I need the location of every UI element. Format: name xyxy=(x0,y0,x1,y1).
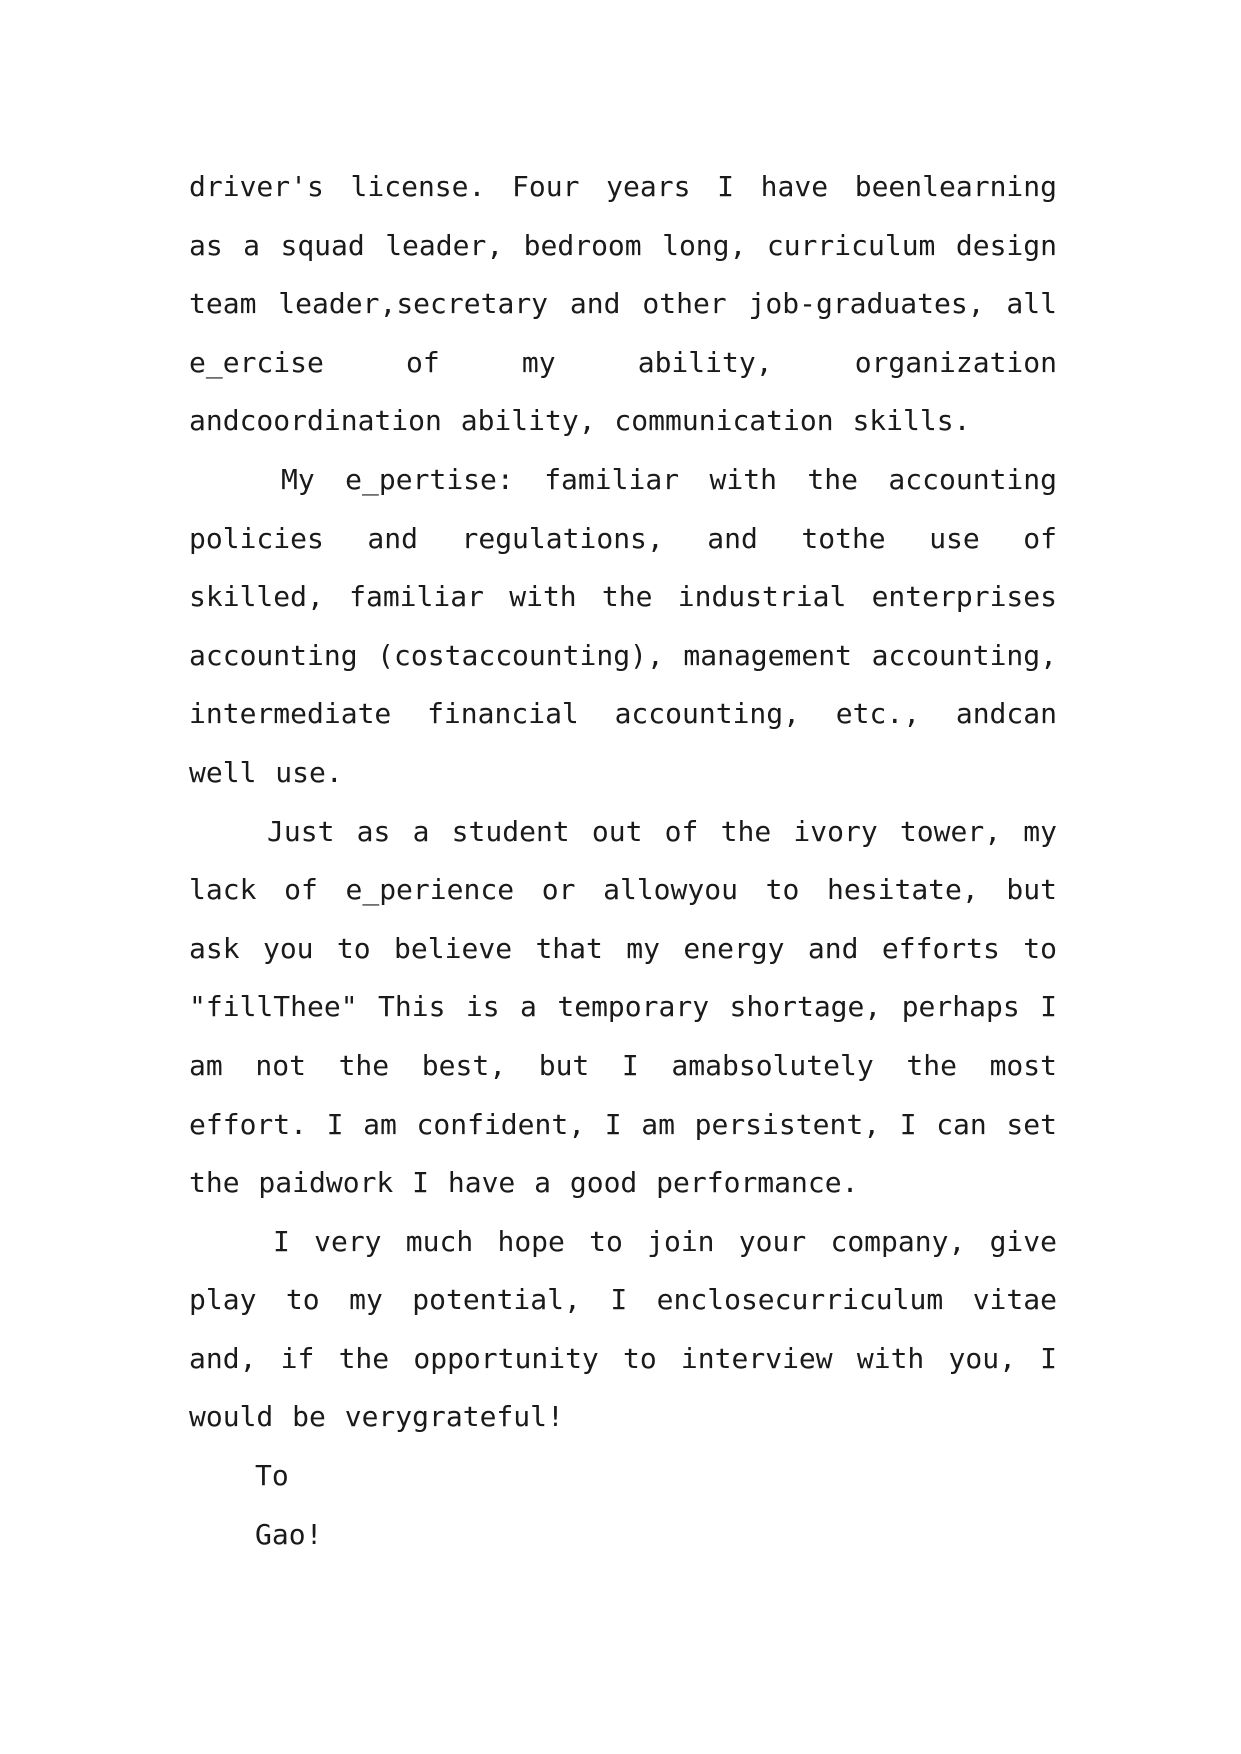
paragraph-student: Just as a student out of the ivory tower, my lack of e_perience or allowyou to hesitate, but ask you to believe that my energy and efforts to "fillThee" This is a temporary shortage, perhaps I am not the best, but I amabsolutely the most effort. I am confident, I am persistent, I can set the paidwork I have a good performance. xyxy=(189,814,1057,1200)
closing-to: To xyxy=(255,1459,289,1493)
paragraph-expertise: My e_pertise: familiar with the accounting policies and regulations, and tothe use of skilled, familiar with the industrial enterprises accounting (costaccounting), management accounting, intermediate financial accounting, etc., andcan well use. xyxy=(189,462,1057,789)
closing-gao: Gao! xyxy=(255,1517,323,1551)
paragraph-hope: I very much hope to join your company, give play to my potential, I enclosecurriculum vitae and, if the opportunity to interview with you, I would be verygrateful! xyxy=(189,1224,1057,1434)
paragraph-experience: driver's license. Four years I have beenlearning as a squad leader, bedroom long, curriculum design team leader,secretary and other job-graduates, all e_ercise of my ability, organization andcoordination ability, communication skills. xyxy=(189,170,1057,438)
letter-body xyxy=(189,158,1057,1564)
